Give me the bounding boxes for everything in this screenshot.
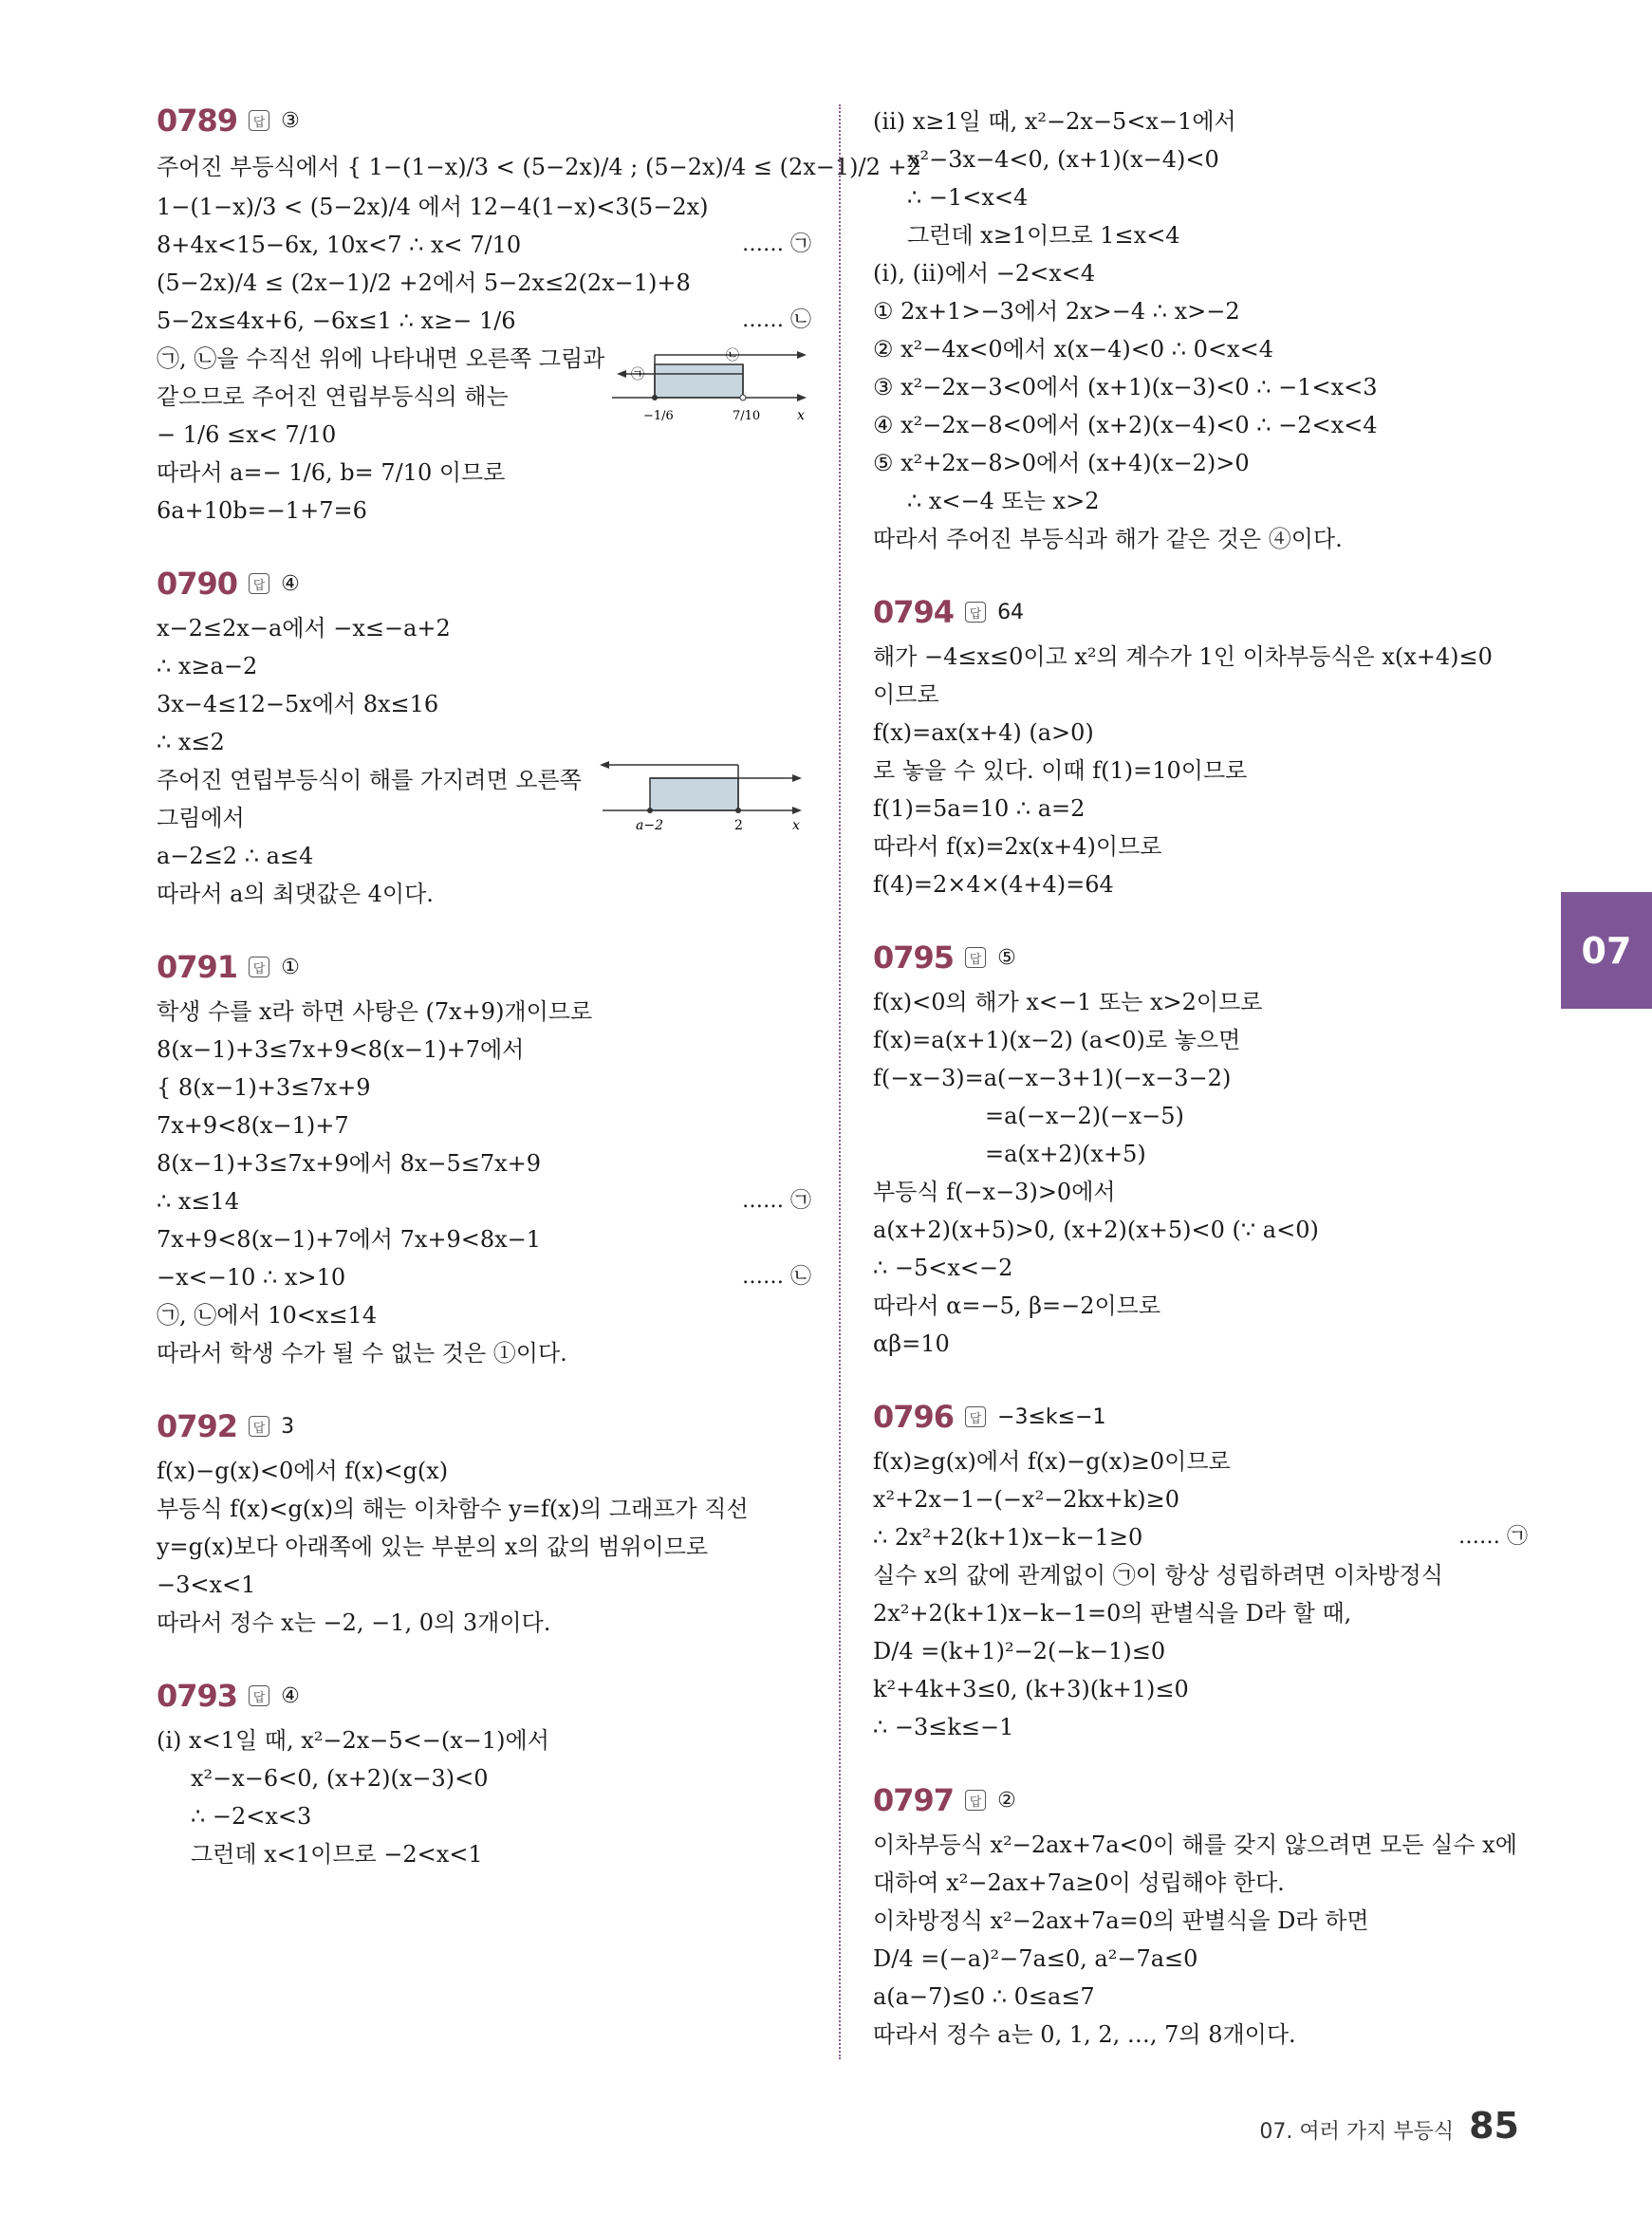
chapter-side-tab: 07 xyxy=(1561,892,1652,1009)
problem-0791 xyxy=(157,949,811,1372)
text-line: 부등식 f(x)<g(x)의 해는 이차함수 y=f(x)의 그래프가 직선 xyxy=(157,1496,749,1522)
text-line: 6a+10b=−1+7=6 xyxy=(157,497,367,524)
figure-label: ㉠ xyxy=(631,367,644,382)
text-line: ② x²−4x<0에서 x(x−4)<0 ∴ 0<x<4 xyxy=(873,336,1273,363)
text-line: ① 2x+1>−3에서 2x>−4 ∴ x>−2 xyxy=(873,298,1240,325)
text-line: f(−x−3)=a(−x−3+1)(−x−3−2) xyxy=(873,1065,1232,1091)
text-line: 따라서 정수 x는 −2, −1, 0의 3개이다. xyxy=(157,1609,551,1636)
text-content: ∴ 2x²+2(k+1)x−k−1≥0 xyxy=(873,1524,1143,1551)
text-content: ∴ x≤14 xyxy=(157,1188,240,1215)
problem-0794 xyxy=(873,594,1528,903)
number-line-figure xyxy=(598,755,811,831)
figure-label: −1/6 xyxy=(643,409,674,423)
page-footer xyxy=(1259,2105,1519,2147)
chapter-title: 07. 여러 가지 부등식 xyxy=(1259,2120,1455,2144)
text-line: f(x)<0의 해가 x<−1 또는 x>2이므로 xyxy=(873,989,1263,1015)
text-line: 실수 x의 값에 관계없이 ㉠이 항상 성립하려면 이차방정식 xyxy=(873,1562,1443,1589)
problem-header xyxy=(157,566,811,602)
problem-header xyxy=(157,1678,811,1714)
text-line: 로 놓을 수 있다. 이때 f(1)=10이므로 xyxy=(873,757,1248,784)
text-line: D/4 =(−a)²−7a≤0, a²−7a≤0 xyxy=(873,1945,1198,1972)
text-line: (ⅱ) x≥1일 때, x²−2x−5<x−1에서 xyxy=(873,108,1236,135)
answer-value: ③ xyxy=(281,108,300,133)
text-line: 이차부등식 x²−2ax+7a<0이 해를 갖지 않으려면 모든 실수 x에 xyxy=(873,1832,1517,1858)
problem-0796 xyxy=(873,1399,1528,1746)
text-line: 같으므로 주어진 연립부등식의 해는 xyxy=(157,383,509,410)
problem-0793 xyxy=(157,1678,811,1873)
text-line: 그런데 x≥1이므로 1≤x<4 xyxy=(907,222,1180,249)
text-line: 따라서 정수 a는 0, 1, 2, …, 7의 8개이다. xyxy=(873,2021,1296,2048)
marker-a: …… ㉠ xyxy=(742,1189,811,1213)
text-line: f(1)=5a=10 ∴ a=2 xyxy=(873,795,1086,822)
figure-label: a−2 xyxy=(636,818,663,831)
text-line: ㉠, ㉡에서 10<x≤14 xyxy=(157,1302,378,1329)
problem-header xyxy=(157,102,811,139)
problem-0792 xyxy=(157,1408,811,1642)
answer-value: −3≤k≤−1 xyxy=(997,1404,1106,1429)
answer-value: ④ xyxy=(281,571,300,596)
text-line: 8(x−1)+3≤7x+9<8(x−1)+7에서 xyxy=(157,1036,525,1063)
problem-number: 0794 xyxy=(873,594,955,630)
text-line: f(x)≥g(x)에서 f(x)−g(x)≥0이므로 xyxy=(873,1448,1231,1475)
text-content: 5−2x≤4x+6, −6x≤1 ∴ x≥− 1/6 xyxy=(157,307,516,334)
text-line: ⑤ x²+2x−8>0에서 (x+4)(x−2)>0 xyxy=(873,450,1250,476)
text-line: ∴ x≥a−2 xyxy=(157,653,258,679)
text-line: − 1/6 ≤x< 7/10 xyxy=(157,421,337,448)
text-line: 7x+9<8(x−1)+7에서 7x+9<8x−1 xyxy=(157,1226,542,1253)
text-line: a(a−7)≤0 ∴ 0≤a≤7 xyxy=(873,1983,1095,2010)
answer-value: ④ xyxy=(281,1683,300,1708)
text-line: (ⅰ) x<1일 때, x²−2x−5<−(x−1)에서 xyxy=(157,1727,549,1754)
text-line: y=g(x)보다 아래쪽에 있는 부분의 x의 값의 범위이므로 xyxy=(157,1534,709,1560)
problem-header xyxy=(873,1782,1528,1818)
problem-header xyxy=(157,949,811,985)
text-line: 1−(1−x)/3 < (5−2x)/4 에서 12−4(1−x)<3(5−2x) xyxy=(157,194,709,220)
text-line xyxy=(157,1258,811,1296)
marker-b: …… ㉡ xyxy=(742,1265,811,1289)
problem-header xyxy=(873,1399,1528,1435)
problem-header xyxy=(873,939,1528,976)
right-column xyxy=(873,102,1528,2090)
text-line: =a(−x−2)(−x−5) xyxy=(985,1103,1184,1129)
answer-icon: 답 xyxy=(249,1416,269,1437)
problem-number: 0795 xyxy=(873,939,955,976)
answer-icon: 답 xyxy=(965,1790,986,1811)
problem-0795 xyxy=(873,939,1528,1363)
figure-label: 7/10 xyxy=(733,409,761,423)
problem-header xyxy=(157,1408,811,1444)
text-line: 해가 −4≤x≤0이고 x²의 계수가 1인 이차부등식은 x(x+4)≤0 xyxy=(873,643,1493,670)
text-content: 8+4x<15−6x, 10x<7 ∴ x< 7/10 xyxy=(157,232,522,258)
text-line xyxy=(157,1182,811,1220)
text-line: ∴ x≤2 xyxy=(157,729,225,755)
text-line: ㉠, ㉡을 수직선 위에 나타내면 오른쪽 그림과 xyxy=(157,345,605,372)
text-line: (ⅰ), (ⅱ)에서 −2<x<4 xyxy=(873,260,1096,287)
text-line: ④ x²−2x−8<0에서 (x+2)(x−4)<0 ∴ −2<x<4 xyxy=(873,412,1378,438)
text-line: 7x+9<8(x−1)+7 xyxy=(157,1112,349,1139)
text-line: ∴ −2<x<3 xyxy=(191,1803,312,1830)
figure-label: x xyxy=(792,818,800,831)
text-line: 학생 수를 x라 하면 사탕은 (7x+9)개이므로 xyxy=(157,998,593,1025)
number-line-figure xyxy=(607,336,811,440)
text-line: f(4)=2×4×(4+4)=64 xyxy=(873,871,1114,898)
text-line: ∴ x<−4 또는 x>2 xyxy=(907,488,1100,514)
marker-a: …… ㉠ xyxy=(742,232,811,256)
text-line: 주어진 부등식에서 { 1−(1−x)/3 < (5−2x)/4 ; (5−2x)/4 ≤ (2x−1)/2 +2 xyxy=(157,154,921,180)
text-line: a−2≤2 ∴ a≤4 xyxy=(157,843,314,869)
text-line: 이차방정식 x²−2ax+7a=0의 판별식을 D라 하면 xyxy=(873,1907,1369,1934)
text-line: −3<x<1 xyxy=(157,1571,256,1598)
text-line: =a(x+2)(x+5) xyxy=(985,1141,1146,1167)
text-with-figure xyxy=(157,340,811,454)
text-with-figure xyxy=(157,761,811,875)
problem-number: 0790 xyxy=(157,566,238,602)
text-line: αβ=10 xyxy=(873,1330,950,1357)
column-divider xyxy=(839,104,843,2059)
problem-0790 xyxy=(157,566,811,913)
text-line: ∴ −1<x<4 xyxy=(907,184,1029,211)
text-line: k²+4k+3≤0, (k+3)(k+1)≤0 xyxy=(873,1676,1189,1702)
problem-number: 0789 xyxy=(157,102,238,139)
problem-0793-continued xyxy=(873,102,1528,558)
answer-icon: 답 xyxy=(249,110,269,131)
text-line: 따라서 a의 최댓값은 4이다. xyxy=(157,881,434,907)
text-line: D/4 =(k+1)²−2(−k−1)≤0 xyxy=(873,1638,1166,1664)
text-line: 따라서 α=−5, β=−2이므로 xyxy=(873,1292,1161,1319)
text-line: f(x)=ax(x+4) (a>0) xyxy=(873,719,1094,746)
page-number: 85 xyxy=(1469,2105,1519,2147)
answer-value: ② xyxy=(997,1788,1016,1813)
marker-b: …… ㉡ xyxy=(742,308,811,332)
text-line: 따라서 주어진 부등식과 해가 같은 것은 ④이다. xyxy=(873,526,1343,552)
text-line: { 8(x−1)+3≤7x+9 xyxy=(157,1074,371,1101)
text-line: 주어진 연립부등식이 해를 가지려면 오른쪽 xyxy=(157,767,582,793)
text-line: ∴ −3≤k≤−1 xyxy=(873,1714,1014,1740)
text-line: 그런데 x<1이므로 −2<x<1 xyxy=(191,1841,483,1868)
problem-header xyxy=(873,594,1528,630)
text-line: 따라서 f(x)=2x(x+4)이므로 xyxy=(873,833,1162,860)
text-line: 2x²+2(k+1)x−k−1=0의 판별식을 D라 할 때, xyxy=(873,1600,1352,1627)
text-line: x²−x−6<0, (x+2)(x−3)<0 xyxy=(191,1765,489,1792)
problem-0797 xyxy=(873,1782,1528,2054)
text-line: x−2≤2x−a에서 −x≤−a+2 xyxy=(157,615,451,642)
problem-number: 0796 xyxy=(873,1399,955,1435)
text-line: 3x−4≤12−5x에서 8x≤16 xyxy=(157,691,439,717)
text-line: x²+2x−1−(−x²−2kx+k)≥0 xyxy=(873,1486,1180,1513)
text-line xyxy=(157,302,811,340)
problem-0789 xyxy=(157,102,921,530)
text-line: 부등식 f(−x−3)>0에서 xyxy=(873,1179,1116,1205)
answer-value: 64 xyxy=(997,600,1025,624)
text-line: 따라서 학생 수가 될 수 없는 것은 ①이다. xyxy=(157,1340,567,1367)
answer-icon: 답 xyxy=(965,1406,986,1427)
figure-label: 2 xyxy=(734,818,743,831)
answer-icon: 답 xyxy=(249,573,269,594)
text-line xyxy=(873,1518,1528,1556)
text-line: x²−3x−4<0, (x+1)(x−4)<0 xyxy=(907,146,1219,173)
answer-icon: 답 xyxy=(965,602,986,623)
figure-label: x xyxy=(797,408,805,423)
text-line: 이므로 xyxy=(873,681,939,708)
text-content: −x<−10 ∴ x>10 xyxy=(157,1264,346,1291)
text-line: (5−2x)/4 ≤ (2x−1)/2 +2에서 5−2x≤2(2x−1)+8 xyxy=(157,270,691,296)
problem-number: 0791 xyxy=(157,949,238,985)
text-line: 따라서 a=− 1/6, b= 7/10 이므로 xyxy=(157,459,506,486)
text-line: 대하여 x²−2ax+7a≥0이 성립해야 한다. xyxy=(873,1869,1285,1896)
text-line: a(x+2)(x+5)>0, (x+2)(x+5)<0 (∵ a<0) xyxy=(873,1217,1319,1243)
text-line xyxy=(157,226,811,264)
answer-icon: 답 xyxy=(965,947,986,968)
problem-number: 0793 xyxy=(157,1678,238,1714)
text-line: 그림에서 xyxy=(157,805,245,831)
answer-value: ⑤ xyxy=(997,945,1016,970)
text-line: f(x)=a(x+1)(x−2) (a<0)로 놓으면 xyxy=(873,1027,1241,1053)
answer-icon: 답 xyxy=(249,1685,269,1706)
answer-icon: 답 xyxy=(249,957,269,977)
answer-value: 3 xyxy=(281,1414,295,1439)
text-line: ③ x²−2x−3<0에서 (x+1)(x−3)<0 ∴ −1<x<3 xyxy=(873,374,1378,400)
problem-number: 0792 xyxy=(157,1408,238,1444)
problem-number: 0797 xyxy=(873,1782,955,1818)
text-line: ∴ −5<x<−2 xyxy=(873,1255,1013,1281)
figure-label: ㉡ xyxy=(726,348,739,363)
text-line: 8(x−1)+3≤7x+9에서 8x−5≤7x+9 xyxy=(157,1150,542,1177)
marker-a: …… ㉠ xyxy=(1458,1525,1528,1549)
text-line: f(x)−g(x)<0에서 f(x)<g(x) xyxy=(157,1458,449,1484)
answer-value: ① xyxy=(281,955,300,979)
